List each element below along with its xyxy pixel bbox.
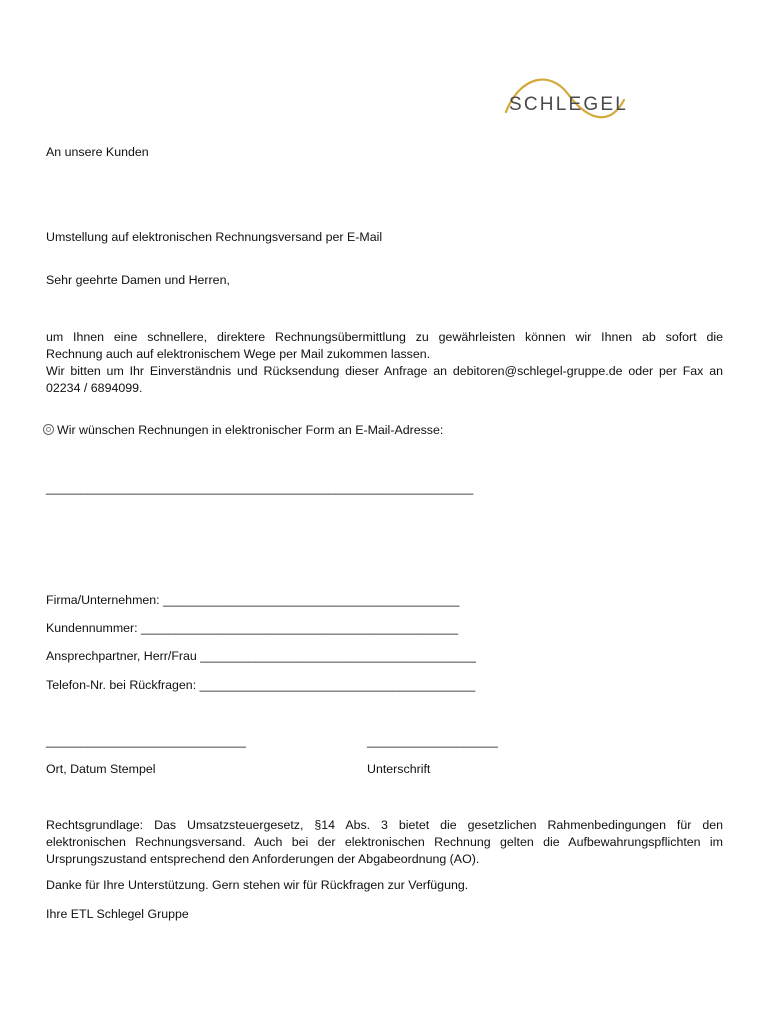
- place-date-signature-line[interactable]: _____________________________: [46, 734, 246, 748]
- legal-paragraph: [46, 817, 723, 868]
- intro-line-1: um Ihnen eine schnellere, direktere Rechnungsübermittlung zu gewährleisten können wir Ihnen ab sofort die: [46, 330, 723, 344]
- place-date-label: Ort, Datum Stempel: [46, 762, 156, 776]
- signature-label: Unterschrift: [367, 762, 431, 776]
- thanks-line: Danke für Ihre Unterstützung. Gern stehen wir für Rückfragen zur Verfügung.: [46, 878, 469, 892]
- salutation: Sehr geehrte Damen und Herren,: [46, 273, 230, 287]
- phone-field[interactable]: Telefon-Nr. bei Rückfragen: ________________________________________: [46, 678, 476, 692]
- closing-line: Ihre ETL Schlegel Gruppe: [46, 907, 189, 921]
- company-field[interactable]: Firma/Unternehmen: ___________________________________________: [46, 593, 460, 607]
- contact-person-field[interactable]: Ansprechpartner, Herr/Frau ________________________________________: [46, 649, 476, 663]
- legal-line-3: Ursprungszustand entsprechend den Anforderungen der Abgabeordnung (AO).: [46, 852, 480, 866]
- logo-text: SCHLEGEL: [509, 94, 628, 115]
- intro-paragraph: [46, 329, 723, 397]
- intro-line-4: 02234 / 6894099.: [46, 381, 143, 395]
- intro-line-2: Rechnung auch auf elektronischem Wege per Mail zukommen lassen.: [46, 347, 431, 361]
- email-option-label: Wir wünschen Rechnungen in elektronischer Form an E-Mail-Adresse:: [57, 423, 444, 437]
- schlegel-logo: [500, 72, 630, 132]
- email-address-field[interactable]: ______________________________________________________________: [46, 481, 474, 495]
- signature-line[interactable]: ___________________: [367, 734, 498, 748]
- subject-line: Umstellung auf elektronischen Rechnungsversand per E-Mail: [46, 230, 383, 244]
- recipient-line: An unsere Kunden: [46, 145, 149, 159]
- customer-number-field[interactable]: Kundennummer: ______________________________________________: [46, 621, 459, 635]
- legal-line-1: Rechtsgrundlage: Das Umsatzsteuergesetz, §14 Abs. 3 bietet die gesetzlichen Rahmenbedingungen für den: [46, 818, 723, 832]
- intro-line-3: Wir bitten um Ihr Einverständnis und Rücksendung dieser Anfrage an debitoren@schlegel-gruppe.de oder per Fax an: [46, 364, 723, 378]
- email-option-radio-icon[interactable]: [43, 424, 54, 435]
- legal-line-2: elektronischen Rechnungsversand. Auch bei der elektronischen Rechnung gelten die Aufbewahrungspflichten im: [46, 835, 723, 849]
